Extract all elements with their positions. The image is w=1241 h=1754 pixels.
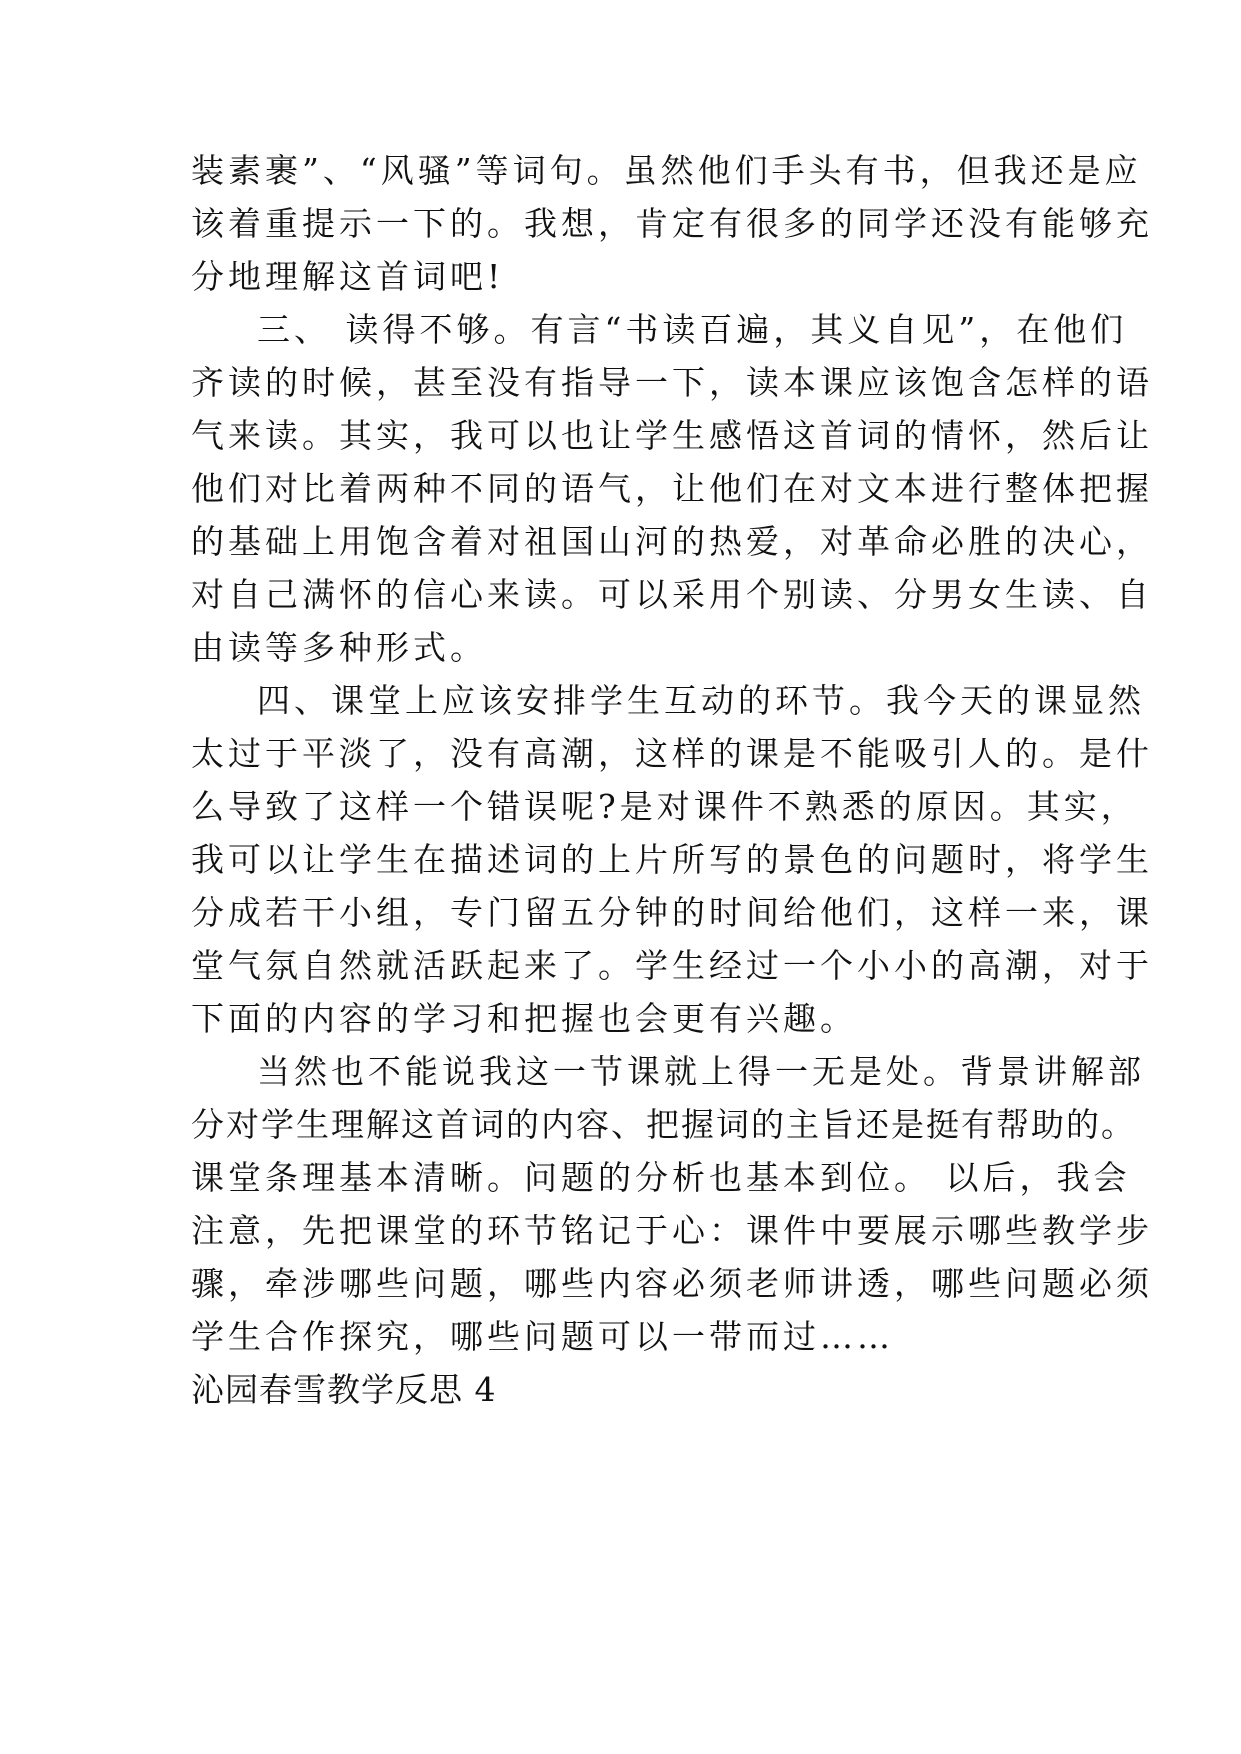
text-line: 注意，先把课堂的环节铭记于心：课件中要展示哪些教学步 (191, 1211, 1153, 1250)
text-line: 由读等多种形式。 (191, 628, 487, 667)
text-line: 他们对比着两种不同的语气，让他们在对文本进行整体把握 (191, 469, 1153, 508)
text-line: 么导致了这样一个错误呢?是对课件不熟悉的原因。其实， (191, 787, 1138, 826)
text-line: 我可以让学生在描述词的上片所写的景色的问题时，将学生 (191, 840, 1153, 879)
text-line: 堂气氛自然就活跃起来了。学生经过一个小小的高潮，对于 (191, 946, 1153, 985)
text-line: 太过于平淡了，没有高潮，这样的课是不能吸引人的。是什 (191, 734, 1153, 773)
text-line: 课堂条理基本清晰。问题的分析也基本到位。 以后，我会 (191, 1158, 1131, 1197)
text-line: 对自己满怀的信心来读。可以采用个别读、分男女生读、自 (191, 575, 1153, 614)
text-line: 的基础上用饱含着对祖国山河的热爱，对革命必胜的决心， (191, 522, 1153, 561)
paragraph-start-line: 当然也不能说我这一节课就上得一无是处。背景讲解部 (257, 1052, 1145, 1091)
text-line: 装素裹”、“风骚”等词句。虽然他们手头有书，但我还是应 (191, 151, 1142, 190)
text-line: 齐读的时候，甚至没有指导一下，读本课应该饱含怎样的语 (191, 363, 1153, 402)
text-line: 下面的内容的学习和把握也会更有兴趣。 (191, 999, 857, 1038)
paragraph-start-line: 四、课堂上应该安排学生互动的环节。我今天的课显然 (257, 681, 1145, 720)
text-line: 该着重提示一下的。我想，肯定有很多的同学还没有能够充 (191, 204, 1153, 243)
text-line: 气来读。其实，我可以也让学生感悟这首词的情怀，然后让 (191, 416, 1153, 455)
text-line: 分地理解这首词吧! (191, 257, 505, 296)
text-line: 分对学生理解这首词的内容、把握词的主旨还是挺有帮助的。 (191, 1105, 1136, 1144)
text-line: 骤，牵涉哪些问题，哪些内容必须老师讲透，哪些问题必须 (191, 1264, 1153, 1303)
text-line: 分成若干小组，专门留五分钟的时间给他们，这样一来，课 (191, 893, 1153, 932)
text-line: 学生合作探究，哪些问题可以一带而过…… (191, 1317, 894, 1356)
paragraph-start-line: 三、 读得不够。有言“书读百遍，其义自见”，在他们 (257, 310, 1128, 349)
section-heading: 沁园春雪教学反思 4 (191, 1370, 497, 1409)
